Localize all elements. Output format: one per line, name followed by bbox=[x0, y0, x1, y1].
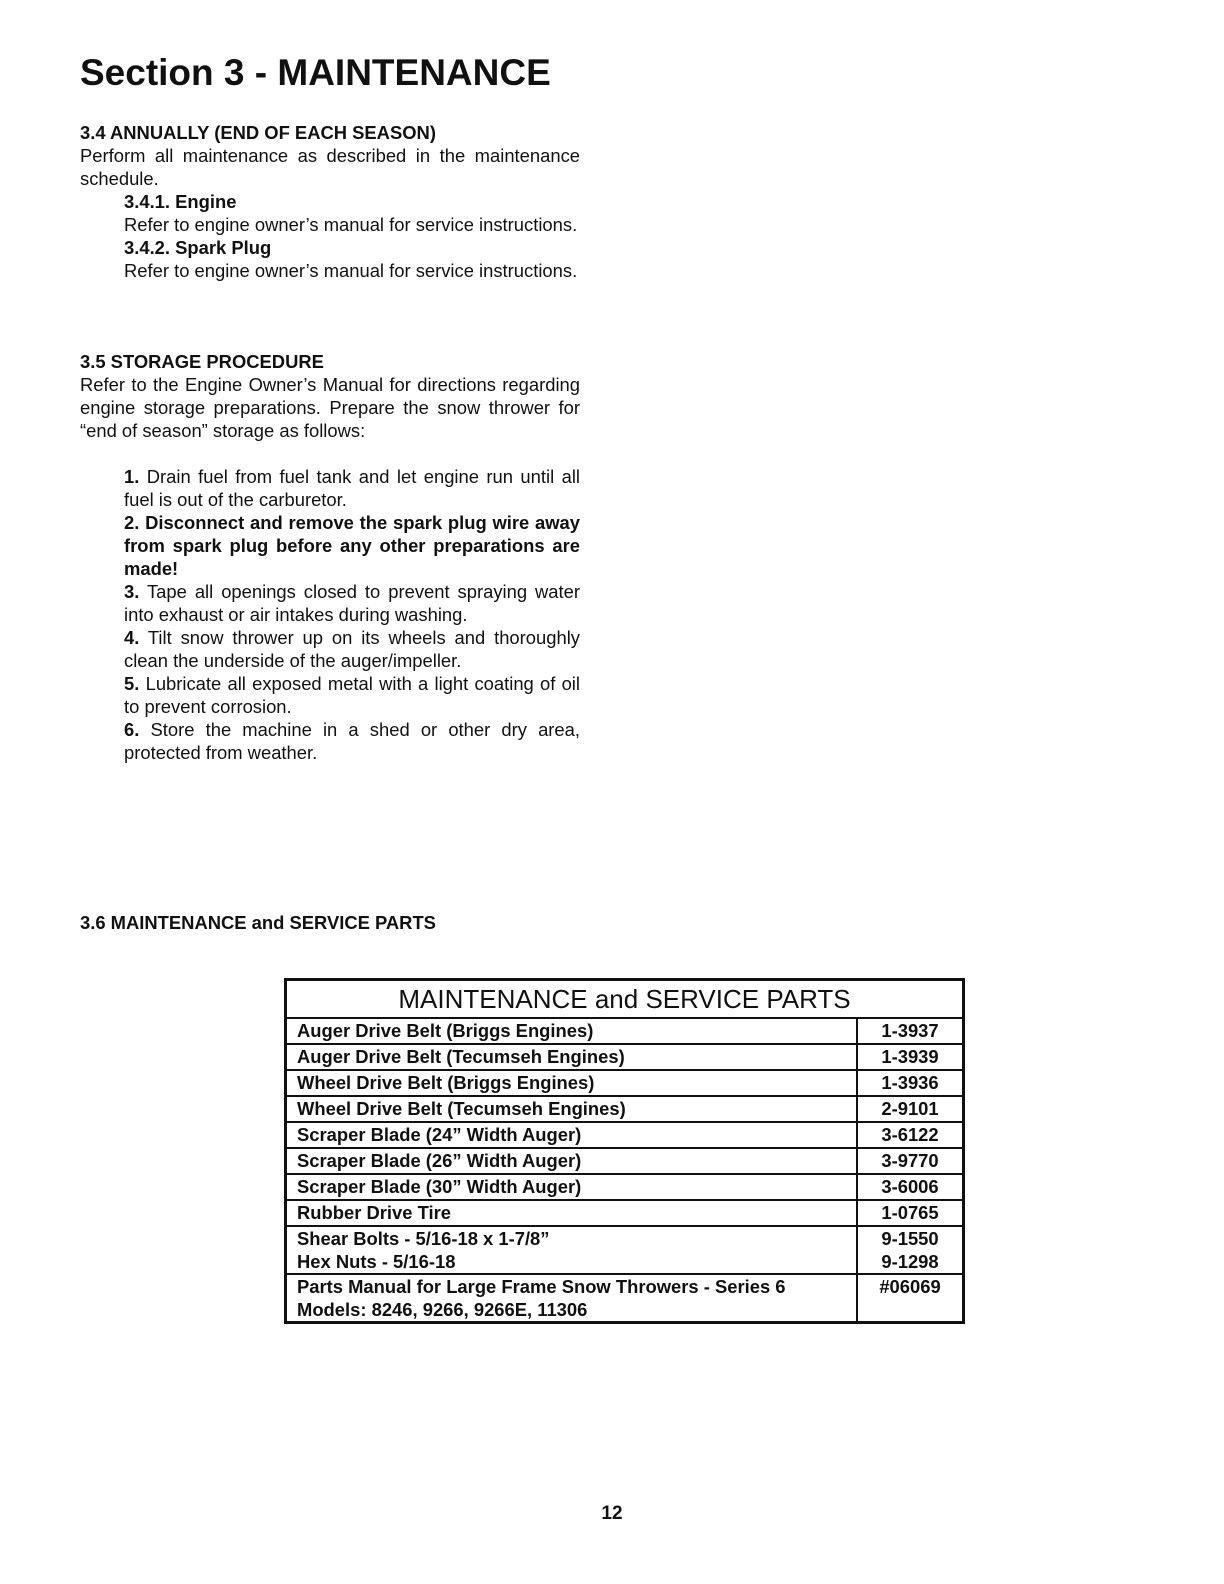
list-item bbox=[124, 580, 580, 626]
part-number: 3-9770 bbox=[857, 1148, 964, 1174]
subsection-3-4-1-text: Refer to engine owner’s manual for service instructions. bbox=[124, 214, 578, 235]
table-row bbox=[286, 1070, 964, 1096]
part-description: Wheel Drive Belt (Tecumseh Engines) bbox=[286, 1096, 858, 1122]
step-number: 4. bbox=[124, 627, 140, 648]
step-number: 6. bbox=[124, 719, 140, 740]
section-3-5-heading: 3.5 STORAGE PROCEDURE bbox=[80, 351, 324, 372]
section-3-4-text: Perform all maintenance as described in the maintenance schedule. bbox=[80, 145, 580, 189]
hardware-part-numbers bbox=[857, 1226, 964, 1274]
list-item bbox=[124, 672, 580, 718]
parts-manual-description bbox=[286, 1274, 858, 1323]
storage-steps-list bbox=[80, 465, 580, 764]
shear-bolts-description: Shear Bolts - 5/16-18 x 1-7/8” bbox=[297, 1228, 550, 1249]
step-number: 1. bbox=[124, 466, 140, 487]
step-text: Store the machine in a shed or other dry area, protected from weather. bbox=[124, 719, 580, 763]
parts-table bbox=[284, 978, 965, 1324]
hardware-description bbox=[286, 1226, 858, 1274]
list-item bbox=[124, 465, 580, 511]
table-row-hardware bbox=[286, 1226, 964, 1274]
table-row bbox=[286, 1044, 964, 1070]
section-3-4-heading: 3.4 ANNUALLY (END OF EACH SEASON) bbox=[80, 122, 436, 143]
table-header-row bbox=[286, 980, 964, 1019]
part-description: Scraper Blade (24” Width Auger) bbox=[286, 1122, 858, 1148]
hex-nuts-description: Hex Nuts - 5/16-18 bbox=[297, 1251, 456, 1272]
section-3-6-heading: 3.6 MAINTENANCE and SERVICE PARTS bbox=[80, 912, 436, 933]
step-text: Drain fuel from fuel tank and let engine run until all fuel is out of the carburetor. bbox=[124, 466, 580, 510]
part-number: 1-3936 bbox=[857, 1070, 964, 1096]
part-description: Scraper Blade (26” Width Auger) bbox=[286, 1148, 858, 1174]
table-row bbox=[286, 1096, 964, 1122]
part-description: Wheel Drive Belt (Briggs Engines) bbox=[286, 1070, 858, 1096]
subsection-3-4-1 bbox=[80, 190, 580, 236]
table-row bbox=[286, 1148, 964, 1174]
step-text: Lubricate all exposed metal with a light coating of oil to prevent corrosion. bbox=[124, 673, 580, 717]
table-row bbox=[286, 1018, 964, 1044]
parts-manual-models: Models: 8246, 9266, 9266E, 11306 bbox=[297, 1299, 588, 1320]
part-number: 3-6006 bbox=[857, 1174, 964, 1200]
parts-manual-title: Parts Manual for Large Frame Snow Throwers - Series 6 bbox=[297, 1276, 786, 1297]
list-item bbox=[124, 718, 580, 764]
step-number: 3. bbox=[124, 581, 140, 602]
table-row bbox=[286, 1122, 964, 1148]
part-number: 1-3937 bbox=[857, 1018, 964, 1044]
subsection-3-4-2-heading: 3.4.2. Spark Plug bbox=[124, 237, 272, 258]
part-number: 2-9101 bbox=[857, 1096, 964, 1122]
step-text: Disconnect and remove the spark plug wire away from spark plug before any other preparations are made! bbox=[124, 512, 580, 579]
part-description: Auger Drive Belt (Briggs Engines) bbox=[286, 1018, 858, 1044]
step-text: Tilt snow thrower up on its wheels and thoroughly clean the underside of the auger/impeller. bbox=[124, 627, 580, 671]
section-3-4 bbox=[80, 121, 580, 282]
page-number: 12 bbox=[601, 1503, 623, 1524]
step-number: 2. bbox=[124, 512, 140, 533]
step-text: Tape all openings closed to prevent spraying water into exhaust or air intakes during washing. bbox=[124, 581, 580, 625]
section-3-5 bbox=[80, 350, 580, 442]
part-description: Auger Drive Belt (Tecumseh Engines) bbox=[286, 1044, 858, 1070]
table-row bbox=[286, 1174, 964, 1200]
hex-nuts-part-number: 9-1298 bbox=[881, 1251, 939, 1272]
shear-bolts-part-number: 9-1550 bbox=[881, 1228, 939, 1249]
parts-manual-number: #06069 bbox=[857, 1274, 964, 1323]
subsection-3-4-2-text: Refer to engine owner’s manual for service instructions. bbox=[124, 260, 578, 281]
table-row bbox=[286, 1200, 964, 1226]
page-title: Section 3 - MAINTENANCE bbox=[80, 52, 551, 93]
part-number: 3-6122 bbox=[857, 1122, 964, 1148]
part-description: Rubber Drive Tire bbox=[286, 1200, 858, 1226]
part-description: Scraper Blade (30” Width Auger) bbox=[286, 1174, 858, 1200]
list-item bbox=[124, 626, 580, 672]
subsection-3-4-1-heading: 3.4.1. Engine bbox=[124, 191, 237, 212]
subsection-3-4-2 bbox=[80, 236, 580, 282]
step-number: 5. bbox=[124, 673, 140, 694]
list-item bbox=[124, 511, 580, 580]
section-3-5-text: Refer to the Engine Owner’s Manual for directions regarding engine storage preparations. Prepare the snow thrower for “end of season” storage as follows: bbox=[80, 374, 580, 441]
part-number: 1-3939 bbox=[857, 1044, 964, 1070]
parts-table-title: MAINTENANCE and SERVICE PARTS bbox=[286, 980, 964, 1019]
part-number: 1-0765 bbox=[857, 1200, 964, 1226]
table-row-parts-manual bbox=[286, 1274, 964, 1323]
